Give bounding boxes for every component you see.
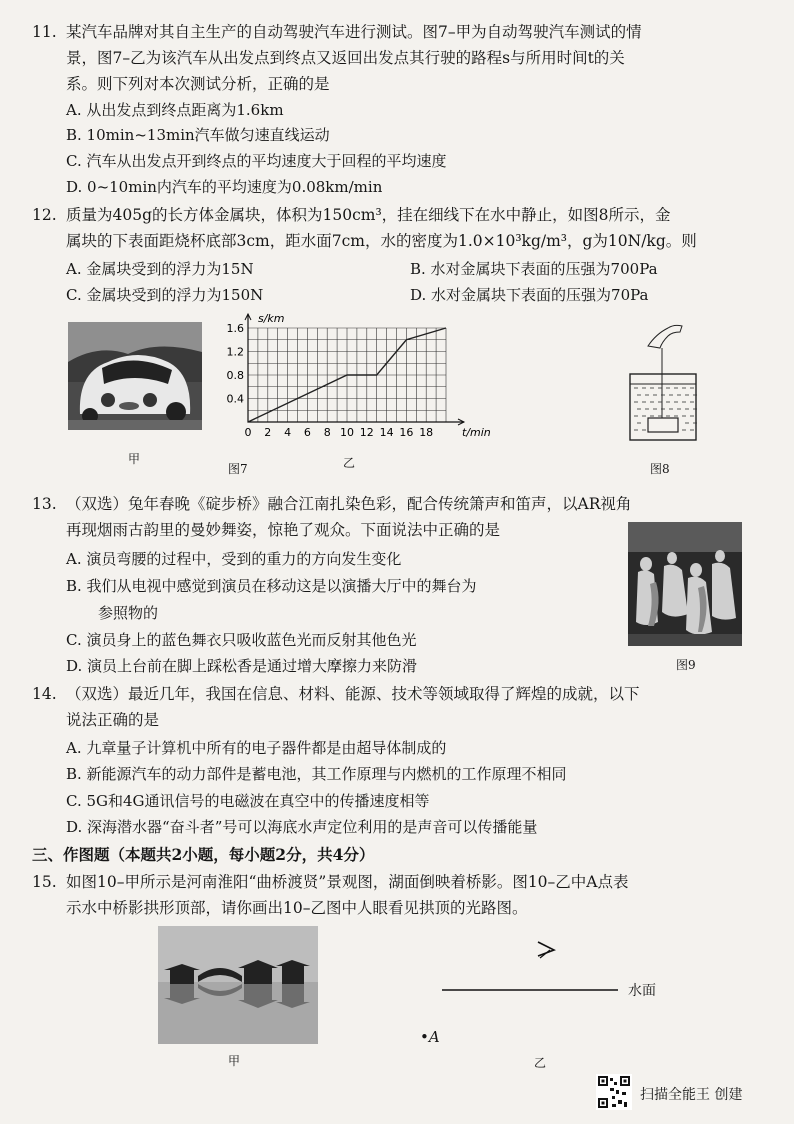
x-tick-label: 12: [359, 426, 374, 439]
point-a-label: •A: [420, 1028, 440, 1046]
fig10-yi-label: 乙: [534, 1056, 547, 1070]
q12-stem-line2: 属块的下表面距烧杯底部3cm，距水面7cm，水的密度为1.0×10³kg/m³，g为10N/kg。则: [66, 232, 697, 250]
fig8-caption: 图8: [650, 462, 670, 476]
q11-stem-line1: 某汽车品牌对其自主生产的自动驾驶汽车进行测试。图7–甲为自动驾驶汽车测试的情: [66, 23, 642, 41]
x-tick-label: 18: [419, 426, 434, 439]
q12-stem-line1: 质量为405g的长方体金属块，体积为150cm³，挂在细线下在水中静止，如图8所示，金: [66, 206, 671, 224]
beaker-figure: [622, 316, 704, 458]
x-tick-label: 8: [323, 426, 331, 439]
x-tick-label: 14: [379, 426, 394, 439]
y-tick-label: 0.8: [226, 369, 244, 382]
fig7-caption: 图7: [228, 462, 248, 476]
q15-stem-line2: 示水中桥影拱形顶部，请你画出10–乙图中人眼看见拱顶的光路图。: [66, 899, 528, 917]
q12-option-a: A. 金属块受到的浮力为15N: [66, 260, 254, 278]
q13-number: 13.: [32, 495, 57, 513]
q12-option-c: C. 金属块受到的浮力为150N: [66, 286, 264, 304]
q14-option-a: A. 九章量子计算机中所有的电子器件都是由超导体制成的: [66, 739, 447, 757]
fig7-yi-label: 乙: [343, 456, 356, 470]
eye-icon: [538, 942, 554, 958]
q11-stem-line2: 景，图7–乙为该汽车从出发点到终点又返回出发点其行驶的路程s与所用时间t的关: [66, 49, 625, 67]
x-tick-label: 6: [303, 426, 311, 439]
car-photo: [68, 322, 202, 430]
scanner-watermark: 扫描全能王 创建: [640, 1087, 743, 1103]
q13-option-a: A. 演员弯腰的过程中，受到的重力的方向发生变化: [66, 550, 402, 568]
dancers-photo: [628, 522, 742, 646]
q13-option-b: B. 我们从电视中感觉到演员在移动这是以演播大厅中的舞台为: [66, 577, 477, 595]
axis-lines: [248, 314, 464, 422]
y-tick-label: 1.2: [226, 345, 244, 359]
q13-option-b-cont: 参照物的: [98, 604, 159, 622]
q11-number: 11.: [32, 23, 57, 41]
fig7-jia-label: 甲: [128, 452, 141, 466]
q11-option-c: C. 汽车从出发点开到终点的平均速度大于回程的平均速度: [66, 152, 447, 170]
metal-block: [648, 418, 678, 432]
x-tick-label: 10: [340, 426, 354, 439]
q12-option-d: D. 水对金属块下表面的压强为70Pa: [410, 286, 649, 304]
bridge-photo: [158, 926, 318, 1044]
q14-stem-line2: 说法正确的是: [66, 711, 160, 729]
x-tick-label: 2: [264, 426, 272, 439]
q14-stem-line1: （双选）最近几年，我国在信息、材料、能源、技术等领域取得了辉煌的成就，以下: [66, 685, 640, 703]
q14-option-b: B. 新能源汽车的动力部件是蓄电池，其工作原理与内燃机的工作原理不相同: [66, 765, 567, 783]
x-tick-label: 4: [284, 426, 292, 439]
water-surface-label: 水面: [628, 983, 656, 999]
x-tick-label: 0: [244, 426, 252, 439]
q12-number: 12.: [32, 206, 57, 224]
q13-option-d: D. 演员上台前在脚上踩松香是通过增大摩擦力来防滑: [66, 657, 418, 675]
qr-code-icon: [596, 1074, 632, 1110]
fig10-jia-label: 甲: [228, 1054, 241, 1068]
q12-option-b: B. 水对金属块下表面的压强为700Pa: [410, 260, 658, 278]
y-tick-label: 0.4: [226, 392, 244, 406]
q13-stem-line1: （双选）兔年春晚《碇步桥》融合江南扎染色彩，配合传统箫声和笛声，以AR视角: [66, 495, 632, 513]
x-tick-label: 16: [399, 426, 414, 439]
q11-option-d: D. 0~10min内汽车的平均速度为0.08km/min: [66, 178, 383, 196]
y-axis-label: s/km: [258, 312, 285, 325]
q14-number: 14.: [32, 685, 57, 703]
q14-option-c: C. 5G和4G通讯信号的电磁波在真空中的传播速度相等: [66, 792, 430, 810]
section-3-title: 三、作图题（本题共2小题，每小题2分，共4分）: [32, 845, 375, 864]
q13-option-c: C. 演员身上的蓝色舞衣只吸收蓝色光而反射其他色光: [66, 631, 417, 649]
q15-number: 15.: [32, 873, 57, 891]
q11-option-a: A. 从出发点到终点距离为1.6km: [66, 101, 284, 119]
q13-stem-line2: 再现烟雨古韵里的曼妙舞姿，惊艳了观众。下面说法中正确的是: [66, 521, 501, 539]
y-tick-label: 1.6: [226, 322, 244, 335]
q11-option-b: B. 10min~13min汽车做匀速直线运动: [66, 126, 330, 144]
fig9-caption: 图9: [676, 658, 696, 672]
q14-option-d: D. 深海潜水器“奋斗者”号可以海底水声定位利用的是声音可以传播能量: [66, 818, 538, 836]
q11-stem-line3: 系。则下列对本次测试分析，正确的是: [66, 75, 330, 93]
x-axis-label: t/min: [462, 426, 491, 439]
q15-stem-line1: 如图10–甲所示是河南淮阳“曲桥渡贤”景观图，湖面倒映着桥影。图10–乙中A点表: [66, 873, 629, 891]
fig7-graph: [226, 310, 502, 450]
